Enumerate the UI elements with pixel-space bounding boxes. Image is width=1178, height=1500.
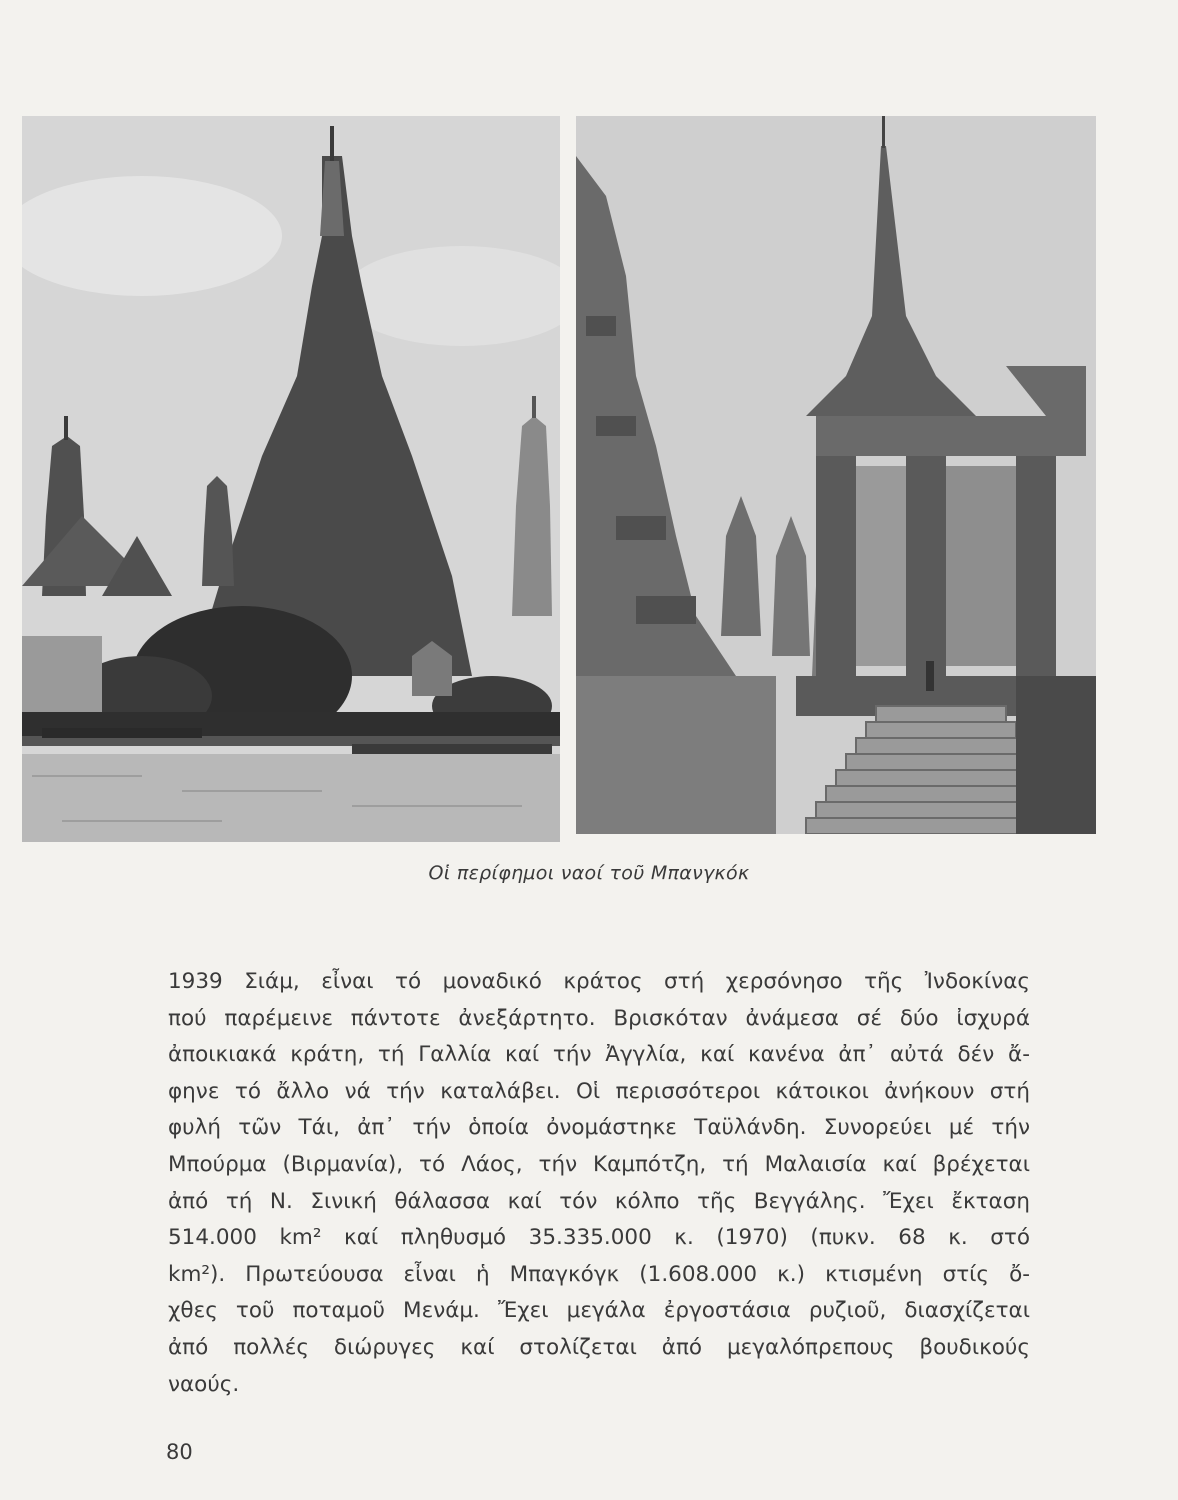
text-line: πού παρέμεινε πάντοτε ἀνεξάρτητο. Βρισκόταν ἀνάμεσα σέ δύο ἰσχυρά [168,1005,1030,1031]
text-line: χθες τοῦ ποταμοῦ Μενάμ. Ἔχει μεγάλα ἐργοστάσια ρυζιοῦ, διασχίζεται [168,1298,1030,1324]
photo-caption: Οἱ περίφημοι ναοί τοῦ Μπανγκόκ [428,862,750,884]
text-line: ἀποικιακά κράτη, τή Γαλλία καί τήν Ἀγγλία, καί κανένα ἀπ᾽ αὐτά δέν ἄ- [168,1042,1030,1068]
text-line: ναούς. [168,1371,240,1397]
page-number: 80 [166,1440,193,1464]
text-line: ἀπό τή Ν. Σινική θάλασσα καί τόν κόλπο τῆς Βεγγάλης. Ἔχει ἔκταση [168,1188,1030,1214]
text-line: φυλή τῶν Τάι, ἀπ᾽ τήν ὁποία ὀνομάστηκε Ταϋλάνδη. Συνορεύει μέ τήν [168,1115,1030,1141]
temple-photo-left [22,116,560,842]
text-line: km²). Πρωτεύουσα εἶναι ἡ Μπαγκόγκ (1.608.000 κ.) κτισμένη στίς ὄ- [168,1261,1030,1287]
text-line: φηνε τό ἄλλο νά τήν καταλάβει. Οἱ περισσότεροι κάτοικοι ἀνήκουν στή [168,1078,1030,1104]
text-line: ἀπό πολλές διώρυγες καί στολίζεται ἀπό μεγαλόπρεπους βουδικούς [168,1334,1030,1360]
text-line: 1939 Σιάμ, εἶναι τό μοναδικό κράτος στή χερσόνησο τῆς Ἰνδοκίνας [168,969,1030,994]
temple-photo-right [576,116,1096,834]
text-line: 514.000 km² καί πληθυσμό 35.335.000 κ. (1970) (πυκν. 68 κ. στό [168,1225,1030,1251]
photo-wat-arun [22,116,560,842]
body-paragraph [168,964,1030,1403]
photo-temple-detail [576,116,1096,834]
text-line: Μπούρμα (Βιρμανία), τό Λάος, τήν Καμπότζη, τή Μαλαισία καί βρέχεται [168,1151,1030,1177]
